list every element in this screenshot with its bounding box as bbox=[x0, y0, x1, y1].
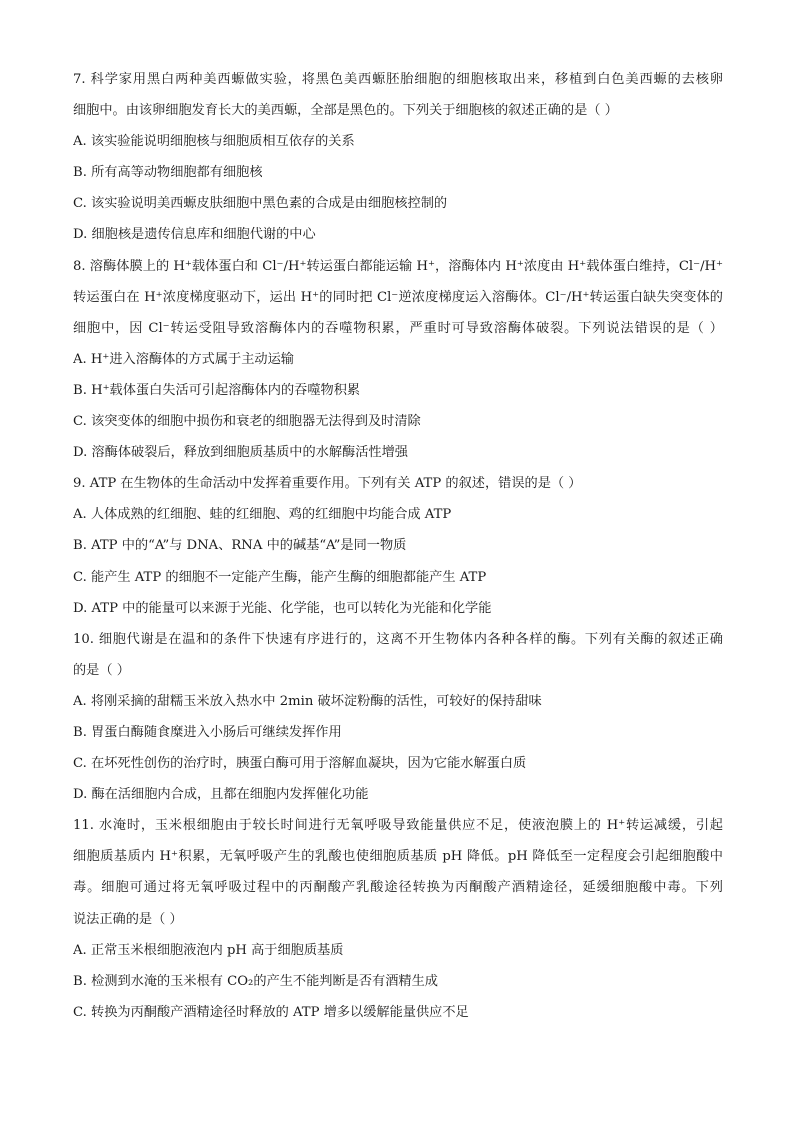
question-stem-line: 转运蛋白在 H⁺浓度梯度驱动下，运出 H⁺的同时把 Cl⁻逆浓度梯度运入溶酶体。Cl⁻/H⁺转运蛋白缺失突变体的 bbox=[73, 289, 723, 305]
question-stem-line: 7. 科学家用黑白两种美西螈做实验，将黑色美西螈胚胎细胞的细胞核取出来，移植到白色美西螈的去核卵 bbox=[73, 72, 723, 87]
question-stem-line: 9. ATP 在生物体的生命活动中发挥着重要作用。下列有关 ATP 的叙述，错误的是（ ） bbox=[73, 476, 582, 492]
question-stem-line: 的是（ ） bbox=[73, 662, 130, 678]
question-stem-line: 11. 水淹时，玉米根细胞由于较长时间进行无氧呼吸导致能量供应不足，使液泡膜上的 H⁺转运减缓，引起 bbox=[73, 818, 723, 834]
option-c: C. 该突变体的细胞中损伤和衰老的细胞器无法得到及时清除 bbox=[73, 414, 421, 430]
option-d: D. 酶在活细胞内合成，且都在细胞内发挥催化功能 bbox=[73, 787, 369, 803]
option-b: B. 胃蛋白酶随食糜进入小肠后可继续发挥作用 bbox=[73, 724, 342, 740]
option-d: D. 细胞核是遗传信息库和细胞代谢的中心 bbox=[73, 227, 316, 243]
option-c: C. 在坏死性创伤的治疗时，胰蛋白酶可用于溶解血凝块，因为它能水解蛋白质 bbox=[73, 756, 527, 772]
question-7 bbox=[73, 64, 723, 251]
option-b: B. 检测到水淹的玉米根有 CO₂的产生不能判断是否有酒精生成 bbox=[73, 973, 438, 989]
question-11 bbox=[73, 810, 723, 1028]
option-d: D. 溶酶体破裂后，释放到细胞质基质中的水解酶活性增强 bbox=[73, 445, 408, 461]
question-stem-line: 细胞中。由该卵细胞发育长大的美西螈，全部是黑色的。下列关于细胞核的叙述正确的是（ ） bbox=[73, 103, 618, 119]
question-8 bbox=[73, 251, 723, 469]
question-stem-line: 毒。细胞可通过将无氧呼吸过程中的丙酮酸产乳酸途径转换为丙酮酸产酒精途径，延缓细胞酸中毒。下列 bbox=[73, 880, 723, 896]
option-b: B. 所有高等动物细胞都有细胞核 bbox=[73, 165, 263, 181]
option-a: A. 将刚采摘的甜糯玉米放入热水中 2min 破坏淀粉酶的活性，可较好的保持甜味 bbox=[73, 693, 542, 709]
question-stem-line: 8. 溶酶体膜上的 H⁺载体蛋白和 Cl⁻/H⁺转运蛋白都能运输 H⁺，溶酶体内 H⁺浓度由 H⁺载体蛋白维持，Cl⁻/H⁺ bbox=[73, 258, 723, 274]
question-stem-line: 细胞质基质内 H⁺积累，无氧呼吸产生的乳酸也使细胞质基质 pH 降低。pH 降低至一定程度会引起细胞酸中 bbox=[73, 849, 723, 865]
question-9 bbox=[73, 468, 723, 623]
option-c: C. 能产生 ATP 的细胞不一定能产生酶，能产生酶的细胞都能产生 ATP bbox=[73, 569, 487, 585]
option-b: B. H⁺载体蛋白失活可引起溶酶体内的吞噬物积累 bbox=[73, 382, 361, 398]
question-list bbox=[73, 64, 723, 1028]
question-stem-line: 说法正确的是（ ） bbox=[73, 911, 183, 927]
question-stem-line: 10. 细胞代谢是在温和的条件下快速有序进行的，这离不开生物体内各种各样的酶。下列有关酶的叙述正确 bbox=[73, 631, 723, 647]
option-a: A. H⁺进入溶酶体的方式属于主动运输 bbox=[73, 351, 294, 367]
option-a: A. 人体成熟的红细胞、蛙的红细胞、鸡的红细胞中均能合成 ATP bbox=[73, 507, 452, 523]
option-d: D. ATP 中的能量可以来源于光能、化学能，也可以转化为光能和化学能 bbox=[73, 600, 492, 616]
question-stem-line: 细胞中，因 Cl⁻转运受阻导致溶酶体内的吞噬物积累，严重时可导致溶酶体破裂。下列说法错误的是（ ） bbox=[73, 320, 723, 336]
option-c: C. 转换为丙酮酸产酒精途径时释放的 ATP 增多以缓解能量供应不足 bbox=[73, 1004, 469, 1020]
option-a: A. 正常玉米根细胞液泡内 pH 高于细胞质基质 bbox=[73, 942, 344, 958]
question-10 bbox=[73, 624, 723, 811]
option-c: C. 该实验说明美西螈皮肤细胞中黑色素的合成是由细胞核控制的 bbox=[73, 196, 448, 212]
option-b: B. ATP 中的“A”与 DNA、RNA 中的碱基“A”是同一物质 bbox=[73, 538, 407, 554]
option-a: A. 该实验能说明细胞核与细胞质相互依存的关系 bbox=[73, 134, 355, 150]
